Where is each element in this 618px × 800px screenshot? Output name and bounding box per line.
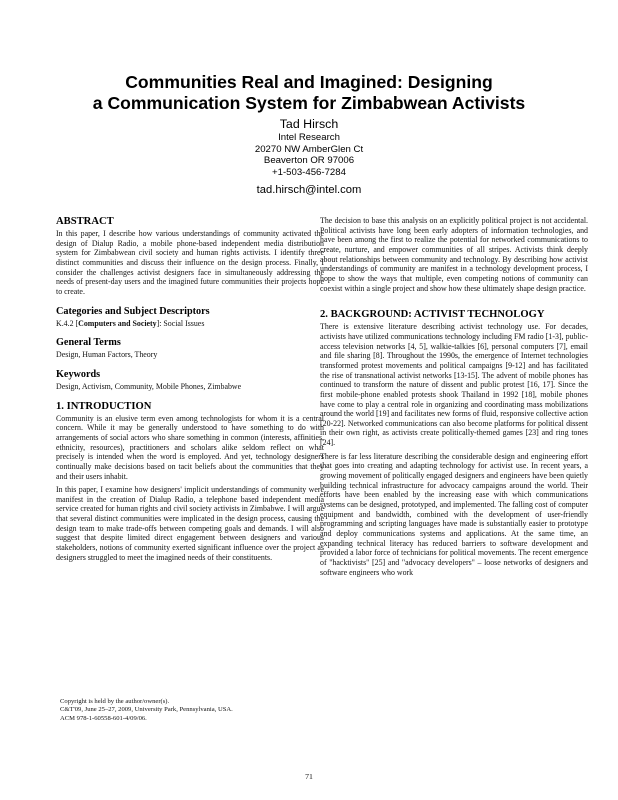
keywords-text: Design, Activism, Community, Mobile Phones, Zimbabwe bbox=[56, 381, 242, 391]
author-organization: Intel Research bbox=[278, 132, 340, 143]
author-block bbox=[40, 117, 578, 197]
author-street: 20270 NW AmberGlen Ct bbox=[254, 143, 364, 155]
introduction-paragraph-1: Community is an elusive term even among technologists for whom it is a central concern. While it may be generally understood to have something to do with arrangements of social actors who share something in common (interests, affinities, ethnicity, resources), practitioners and scholars alike seldom reflect on what precisely is intended when the word is employed. And yet, technology designers continually make decisions based on tacit beliefs about the communities that they and their users inhabit. bbox=[56, 413, 324, 481]
general-terms-text: Design, Human Factors, Theory bbox=[56, 350, 158, 360]
right-column bbox=[320, 216, 588, 586]
categories-text bbox=[56, 319, 324, 329]
abstract-text: In this paper, I describe how various understandings of community activated the design of Dialup Radio, a mobile phone-based independent media distribution system for Zimbabwean civil society and human rights activists. I identify three distinct communities and discuss their influence on the design process. Finally, I consider the challenges activist designers face in simultaneously addressing the needs of present-day users and the imagined future communities their projects hope to create. bbox=[56, 229, 324, 296]
author-phone: +1-503-456-7284 bbox=[272, 166, 346, 178]
title-line-2: a Communication System for Zimbabwean Activists bbox=[92, 93, 526, 113]
categories-heading: Categories and Subject Descriptors bbox=[56, 305, 210, 317]
categories-rest: ]: Social Issues bbox=[156, 318, 205, 328]
introduction-heading: 1. INTRODUCTION bbox=[56, 400, 152, 412]
keywords-section bbox=[56, 369, 324, 392]
abstract-section bbox=[56, 216, 324, 297]
copyright-notice bbox=[60, 698, 310, 723]
copyright-line-1: Copyright is held by the author/owner(s). bbox=[60, 698, 170, 705]
right-intro-paragraph: The decision to base this analysis on an explicitly political project is not accidental. Political activists have long been early adopters of information technologies, and have been among the first to realize the potential for networked communications to create, nurture, and empower communities of all stripes. Activists think deeply about relationships between community and technology. By describing how activist understandings of community are manifest in a technology development process, I hope to show the ways that multiple, even competing notions of community can coexist within a single project and show how these ultimately shape design practice. bbox=[320, 216, 588, 293]
background-heading: 2. BACKGROUND: ACTIVIST TECHNOLOGY bbox=[320, 309, 545, 321]
background-paragraph-2: There is far less literature describing the considerable design and engineering effort that goes into creating and adapting technology for activist use. In recent years, a growing movement of politically engaged designers and engineers have been quietly building technical infrastructure for advocacy campaigns around the world. Their efforts have been enabled by the increasing ease with which communications systems can be designed, prototyped, and implemented. The falling cost of computer equipment and bandwidth, combined with the development of user-friendly programming and scripting languages have made is substantially easier to prototype and deploy communications systems and applications. At the same time, an expanding technical literacy has reduced barriers to software development and provided a labor force of technicians for political movements. The recent emergence of "hacktivists" [25] and "advocacy developers" – loose networks of designers and software engineers who work bbox=[320, 451, 588, 577]
author-email: tad.hirsch@intel.com bbox=[256, 184, 362, 197]
general-terms-heading: General Terms bbox=[56, 337, 121, 349]
background-paragraph-1: There is extensive literature describing activist technology use. For decades, activists have utilized communications technology including FM radio [1-3], public-access television networks [4, 5], walkie-talkies [6], personal computers [7], email and file sharing [8]. Throughout the 1990s, the emergence of Internet technologies transformed protest movements and political campaigns [9-12] and has facilitated the rise of transnational activist networks [13-15]. The advent of mobile phones has continued to transform the nature of dissent and public protest [16, 17]. Since the first mobile-phone enabled protests shook Thailand in 1992 [18], mobile phones have come to play a central role in organizing and coordinating mass mobilizations around the world [19] and facilitates new forms of fluid, responsive collective action [20-22]. Networked communications can also become platforms for political dissent in their own right, as activists create politically-themed games [23] and ring tones [24]. bbox=[320, 322, 588, 448]
keywords-heading: Keywords bbox=[56, 368, 101, 380]
page-number: 71 bbox=[305, 772, 313, 781]
categories-code: K.4.2 [ bbox=[56, 318, 79, 328]
general-terms-section bbox=[56, 337, 324, 360]
introduction-section bbox=[56, 401, 324, 563]
author-name: Tad Hirsch bbox=[279, 117, 339, 131]
title-line-1: Communities Real and Imagined: Designing bbox=[125, 72, 493, 92]
introduction-paragraph-2: In this paper, I examine how designers' implicit understandings of community were manifest in the creation of Dialup Radio, a telephone based independent media service created for human rights and civil society activists in Zimbabwe. I will argue that several distinct communities were implicated in the design process, causing the design team to make trade-offs between competing goals and demands. I will also suggest that despite limited direct engagement between designers and various stakeholders, notions of community exerted significant influence over the project as designers struggled to meet the imagined needs of their constituents. bbox=[56, 485, 324, 562]
background-section bbox=[320, 309, 588, 577]
abstract-heading: ABSTRACT bbox=[56, 216, 114, 227]
right-intro-section bbox=[320, 216, 588, 293]
categories-bold: Computers and Society bbox=[78, 318, 157, 328]
categories-section bbox=[56, 306, 324, 329]
copyright-line-3: ACM 978-1-60558-601-4/09/06. bbox=[60, 714, 147, 722]
paper-title bbox=[40, 72, 578, 114]
left-column bbox=[56, 216, 324, 571]
author-city: Beaverton OR 97006 bbox=[263, 155, 355, 167]
copyright-line-2: C&T'09, June 25–27, 2009, University Park, Pennsylvania, USA. bbox=[60, 706, 233, 714]
